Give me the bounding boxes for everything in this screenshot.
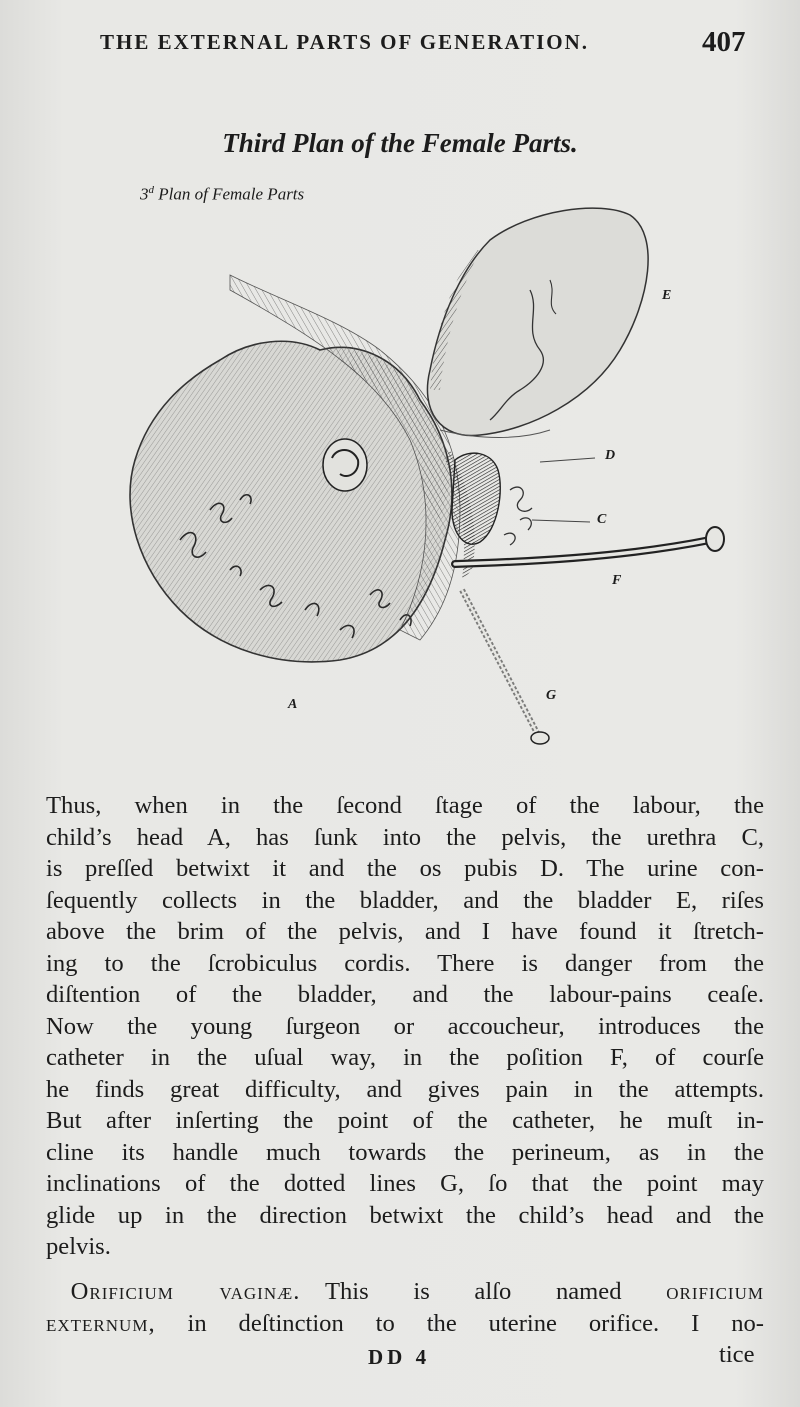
- text-line: diſtention of the bladder, and the labour-pains ceaſe.: [46, 981, 764, 1008]
- text-line: inclinations of the dotted lines G, ſo that the point may: [46, 1170, 764, 1197]
- anatomical-engraving: [100, 190, 760, 770]
- label-c: C: [597, 512, 607, 527]
- section-term-2: orificium: [666, 1278, 764, 1305]
- signature-mark: DD 4: [368, 1345, 431, 1369]
- text-line: ing to the ſcrobiculus cordis. There is danger from the: [46, 949, 764, 977]
- body-paragraph: [46, 790, 764, 1263]
- section-line-1: [46, 1276, 764, 1308]
- pubis-bone-drawing: [452, 453, 500, 544]
- text-line: above the brim of the pelvis, and I have found it ſtretch-: [46, 918, 764, 945]
- text-line: Now the young ſurgeon or accoucheur, introduces the: [46, 1012, 764, 1040]
- plate-caption-ordinal: d: [148, 184, 154, 196]
- plate-title: Third Plan of the Female Parts.: [222, 128, 578, 158]
- text-line: cline its handle much towards the perineum, as in the: [46, 1138, 764, 1166]
- text-line: child’s head A, has ſunk into the pelvis, the urethra C,: [46, 823, 764, 851]
- label-g: G: [546, 688, 557, 703]
- label-d: D: [605, 448, 616, 463]
- text-line: ſequently collects in the bladder, and the bladder E, riſes: [46, 886, 764, 914]
- section-term: Orificium vaginæ.: [70, 1278, 301, 1305]
- section-term-3: externum,: [46, 1309, 156, 1337]
- plate-caption-text: Plan of Female Parts: [158, 184, 305, 204]
- bladder-drawing: [427, 208, 648, 435]
- label-a: A: [288, 697, 298, 712]
- section-line-2: [46, 1308, 764, 1340]
- text-line: glide up in the direction betwixt the child’s head and the: [46, 1201, 764, 1229]
- catheter-drawing: [455, 540, 710, 564]
- page-number: 407: [702, 26, 746, 58]
- engraving-illustration: [100, 190, 760, 770]
- plate-caption-number: 3: [140, 184, 149, 204]
- text-line: catheter in the uſual way, in the poſition F, of courſe: [46, 1044, 764, 1071]
- section-text-2: in deſtinction to the uterine orifice. I no-: [187, 1309, 764, 1337]
- catchword: tice: [719, 1341, 755, 1368]
- text-line: But after inſerting the point of the catheter, he muſt in-: [46, 1107, 764, 1134]
- label-e: E: [662, 288, 672, 303]
- text-line: is preſſed betwixt it and the os pubis D. The urine con-: [46, 855, 764, 882]
- section-paragraph: [46, 1276, 764, 1339]
- text-line: pelvis.: [46, 1233, 111, 1260]
- text-line: Thus, when in the ſecond ſtage of the labour, the: [46, 792, 764, 819]
- text-line: he finds great difficulty, and gives pain in the attempts.: [46, 1075, 764, 1103]
- label-f: F: [612, 573, 622, 588]
- running-head: THE EXTERNAL PARTS OF GENERATION.: [100, 30, 590, 54]
- section-text: This is alſo named: [324, 1278, 622, 1305]
